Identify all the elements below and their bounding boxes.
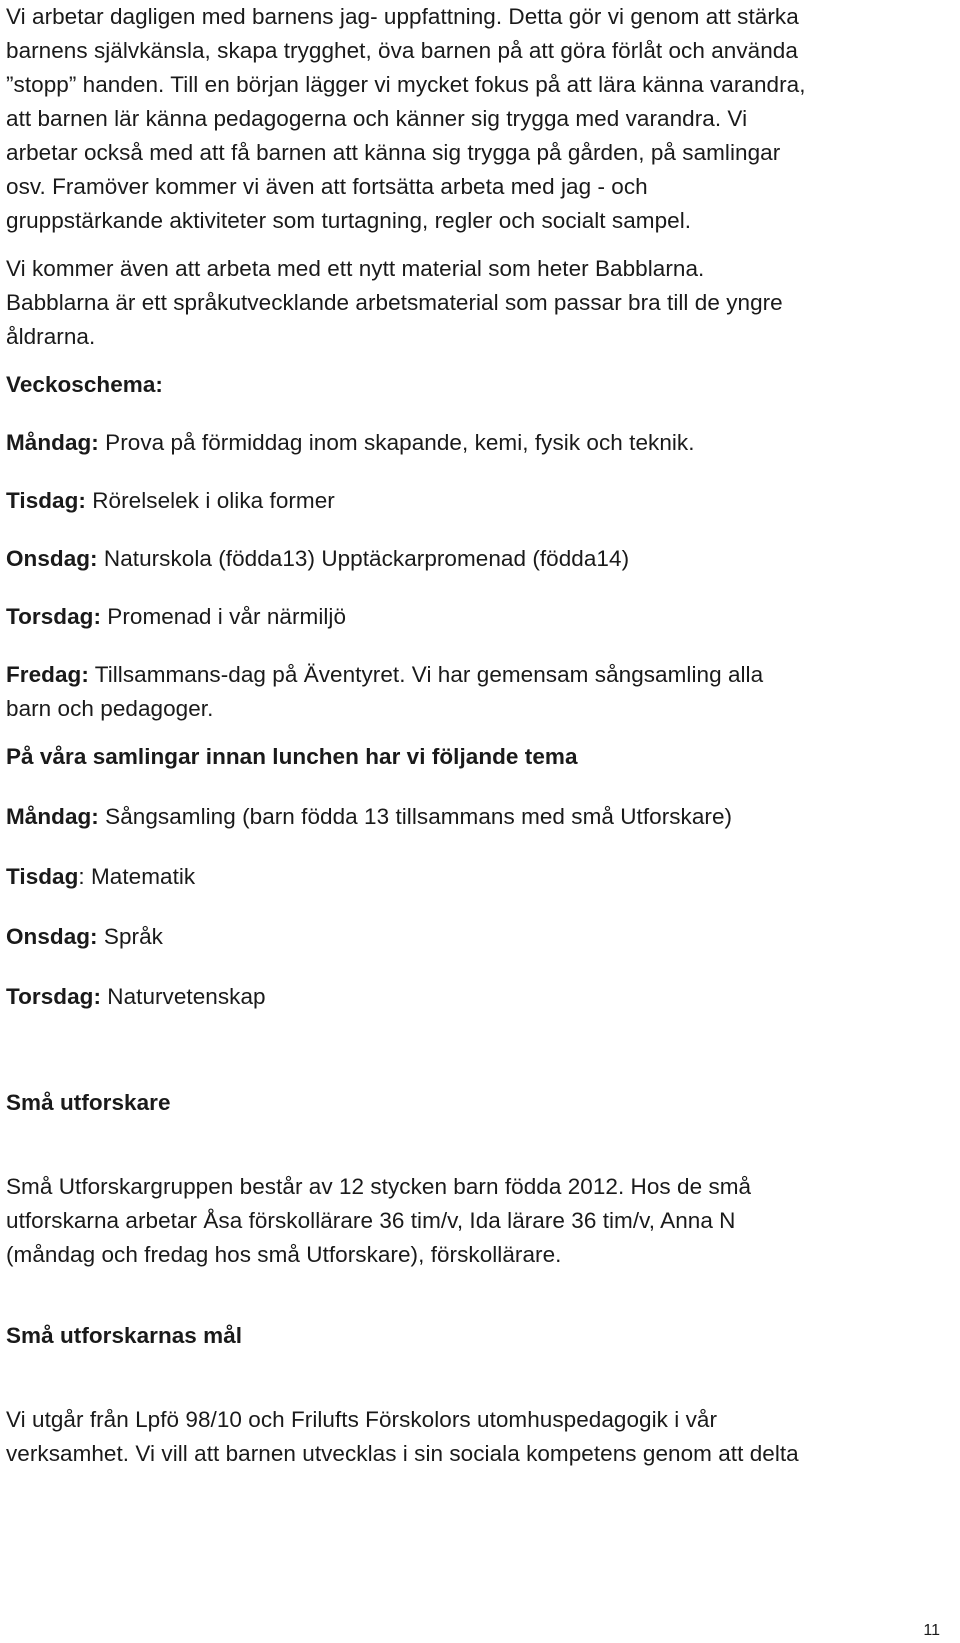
intro-line: Vi arbetar dagligen med barnens jag- uppfattning. Detta gör vi genom att stärka [6,4,799,29]
day-label: Torsdag: [6,984,101,1009]
paragraph-line: utforskarna arbetar Åsa förskollärare 36 tim/v, Ida lärare 36 tim/v, Anna N [6,1208,736,1233]
day-text: Naturvetenskap [100,984,266,1009]
intro-line: att barnen lär känna pedagogerna och känner sig trygga med varandra. Vi [6,106,748,131]
sma-utforskare-paragraph [6,1170,954,1272]
day-label: Måndag: [6,430,99,455]
day-text: Naturskola (födda13) Upptäckarpromenad (födda14) [97,546,630,571]
mal-heading: Små utforskarnas mål [6,1323,243,1348]
schedule-item-wednesday [6,542,954,576]
day-label: Fredag: [6,662,89,687]
sma-utforskare-heading: Små utforskare [6,1090,171,1115]
day-text: Sångsamling (barn födda 13 tillsammans med små Utforskare) [98,804,733,829]
intro-line: ”stopp” handen. Till en början lägger vi mycket fokus på att lära känna varandra, [6,72,806,97]
babblarna-paragraph [6,252,954,354]
day-text: Promenad i vår närmiljö [100,604,347,629]
babblarna-line: åldrarna. [6,324,96,349]
day-text-continuation: barn och pedagoger. [6,696,214,721]
day-text: : Matematik [78,864,196,889]
intro-paragraph [6,0,954,238]
day-label: Onsdag: [6,546,98,571]
day-text: Tillsammans-dag på Äventyret. Vi har gemensam sångsamling alla [88,662,764,687]
day-label: Måndag: [6,804,99,829]
schedule-item-tuesday [6,484,954,518]
document-page [6,0,954,1471]
schedule-item-monday [6,426,954,460]
paragraph-line: Vi utgår från Lpfö 98/10 och Frilufts Förskolors utomhuspedagogik i vår [6,1407,718,1432]
intro-line: arbetar också med att få barnen att känna sig trygga på gården, på samlingar [6,140,781,165]
paragraph-line: verksamhet. Vi vill att barnen utvecklas i sin sociala kompetens genom att delta [6,1441,799,1466]
theme-item-thursday [6,980,954,1014]
mal-paragraph [6,1403,954,1471]
day-label: Onsdag: [6,924,98,949]
schedule-heading: Veckoschema: [6,372,163,397]
babblarna-line: Vi kommer även att arbeta med ett nytt material som heter Babblarna. [6,256,705,281]
intro-line: osv. Framöver kommer vi även att fortsätta arbeta med jag - och [6,174,648,199]
theme-item-monday [6,800,954,834]
day-label: Torsdag: [6,604,101,629]
intro-line: gruppstärkande aktiviteter som turtagning, regler och socialt sampel. [6,208,692,233]
theme-item-wednesday [6,920,954,954]
day-text: Rörelselek i olika former [85,488,335,513]
paragraph-line: (måndag och fredag hos små Utforskare), förskollärare. [6,1242,562,1267]
schedule-item-thursday [6,600,954,634]
schedule-item-friday [6,658,954,726]
day-text: Språk [97,924,163,949]
day-label: Tisdag: [6,488,86,513]
intro-line: barnens självkänsla, skapa trygghet, öva barnen på att göra förlåt och använda [6,38,798,63]
paragraph-line: Små Utforskargruppen består av 12 stycken barn födda 2012. Hos de små [6,1174,752,1199]
day-label: Tisdag [6,864,79,889]
day-text: Prova på förmiddag inom skapande, kemi, fysik och teknik. [98,430,695,455]
babblarna-line: Babblarna är ett språkutvecklande arbetsmaterial som passar bra till de yngre [6,290,783,315]
themes-heading: På våra samlingar innan lunchen har vi följande tema [6,744,578,769]
theme-item-tuesday [6,860,954,894]
page-number: 11 [923,1622,940,1639]
